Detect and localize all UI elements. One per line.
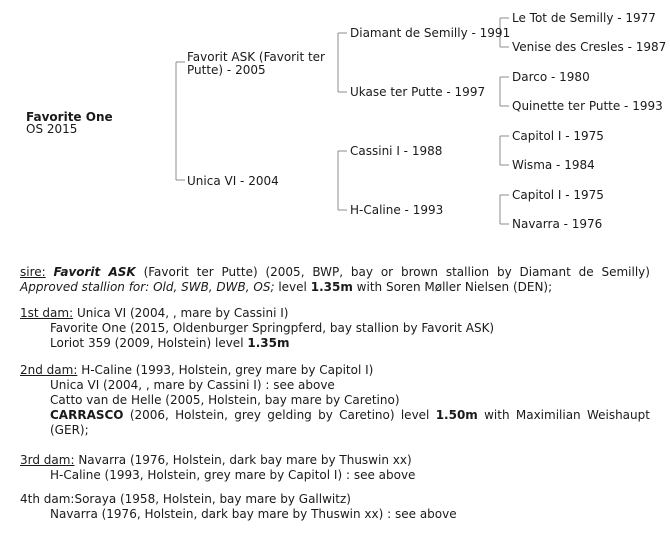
dam3-label: 3rd dam: (20, 453, 75, 467)
pedigree-dsd: Wisma - 1984 (512, 158, 595, 172)
sire-name: Favorit ASK (53, 265, 136, 279)
dam3-section (20, 453, 650, 483)
sire-approved-line: Approved stallion for: Old, SWB, DWB, OS; level 1.35m with Soren Møller Nielsen (DEN); (20, 280, 553, 294)
pedigree-dss: Capitol I - 1975 (512, 129, 604, 143)
dam4-offspring-1: Navarra (1976, Holstein, dark bay mare by Thuswin xx) : see above (50, 507, 457, 521)
dam1-offspring-2: Loriot 359 (2009, Holstein) level 1.35m (50, 336, 290, 350)
dam3-offspring-1: H-Caline (1993, Holstein, grey mare by Capitol I) : see above (50, 468, 416, 482)
pedigree-dam-sire: Cassini I - 1988 (350, 144, 443, 158)
dam1-section (20, 306, 650, 351)
dam2-text: H-Caline (1993, Holstein, grey mare by Capitol I) (81, 363, 374, 377)
dam3-text: Navarra (1976, Holstein, dark bay mare by Thuswin xx) (78, 453, 412, 467)
pedigree-sire-sire: Diamant de Semilly - 1991 (350, 26, 511, 40)
dam1-offspring-1: Favorite One (2015, Oldenburger Springpferd, bay stallion by Favorit ASK) (50, 321, 495, 335)
pedigree-sire-dam: Ukase ter Putte - 1997 (350, 85, 486, 99)
sire-approved: Approved stallion for: Old, SWB, DWB, OS; (20, 280, 275, 294)
sire-details: (Favorit ter Putte) (2005, BWP, bay or brown stallion by Diamant de Semilly) (143, 265, 650, 279)
dam1-label: 1st dam: (20, 306, 74, 320)
dam2-label: 2nd dam: (20, 363, 78, 377)
dam2-section (20, 363, 650, 438)
dam4-text: Soraya (1958, Holstein, bay mare by Gallwitz) (74, 492, 351, 506)
pedigree-dds: Capitol I - 1975 (512, 188, 604, 202)
dam2-offspring-1: Unica VI (2004, , mare by Cassini I) : see above (50, 378, 335, 392)
pedigree-ssd: Venise des Cresles - 1987 (512, 40, 667, 54)
pedigree-dam: Unica VI - 2004 (187, 174, 279, 188)
dam1-text: Unica VI (2004, , mare by Cassini I) (76, 306, 289, 320)
pedigree-sss: Le Tot de Semilly - 1977 (512, 11, 656, 25)
pedigree-sds: Darco - 1980 (512, 70, 590, 84)
root-horse-name: Favorite One (26, 110, 113, 124)
pedigree-lines (0, 0, 670, 250)
pedigree-sdd: Quinette ter Putte - 1993 (512, 99, 663, 113)
sire-line (20, 265, 650, 280)
sire-level: 1.35m (310, 280, 353, 294)
dam2-offspring-2: Catto van de Helle (2005, Holstein, bay mare by Caretino) (50, 393, 400, 407)
pedigree-sire-line2: Putte) - 2005 (187, 63, 266, 77)
sire-label: sire: (20, 265, 46, 279)
dam4-section (20, 492, 650, 522)
dam2-offspring-3-cont: (GER); (50, 423, 89, 437)
dam2-offspring-3: CARRASCO (2006, Holstein, grey gelding by Caretino) level 1.50m with Maximilian Weishaupt (50, 408, 650, 422)
sire-section (20, 265, 650, 295)
root-horse-subtitle: OS 2015 (26, 122, 78, 136)
pedigree-sire-line1: Favorit ASK (Favorit ter (187, 50, 325, 64)
pedigree-ddd: Navarra - 1976 (512, 217, 603, 231)
pedigree-dam-dam: H-Caline - 1993 (350, 203, 444, 217)
dam4-label: 4th dam: (20, 492, 75, 506)
